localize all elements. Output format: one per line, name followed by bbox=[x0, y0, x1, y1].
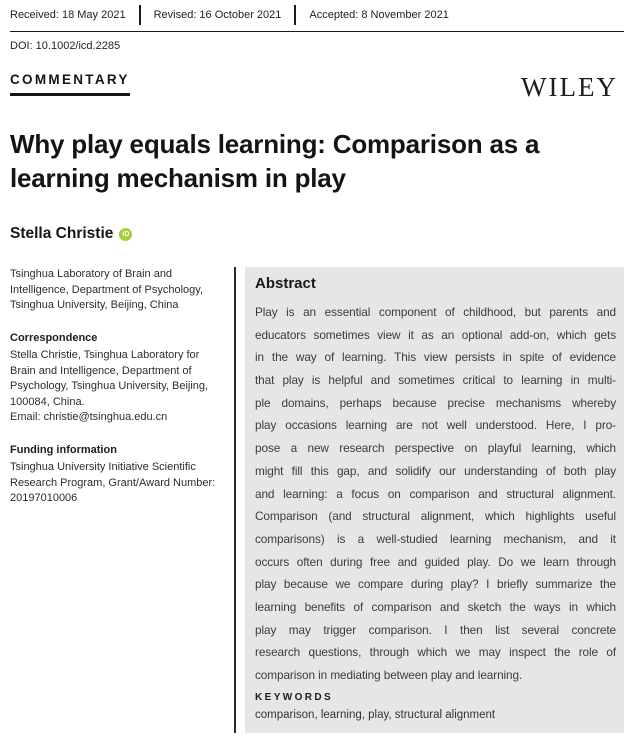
article-type-label: COMMENTARY bbox=[10, 72, 130, 96]
content-columns bbox=[10, 267, 624, 733]
abstract-text-line: play may trigger comparison. I then list several concrete bbox=[255, 622, 616, 637]
abstract-text-line: educators sometimes view it as an optional add-on, which gets bbox=[255, 327, 616, 342]
correspondence-email: Email: christie@tsinghua.edu.cn bbox=[10, 411, 168, 423]
abstract-text-line: research questions, through which we may inspect the role of bbox=[255, 645, 616, 660]
abstract-text-line: ple domains, perhaps because precise mechanisms whereby bbox=[255, 395, 616, 410]
abstract-text-line: comparison in mediating between play and learning. bbox=[255, 668, 523, 682]
abstract-text-line: pose a new research perspective on playful learning, which bbox=[255, 441, 616, 456]
correspondence-text: Stella Christie, Tsinghua Laboratory for Brain and Intelligence, Department of Psychology, Tsinghua University, Beijing, 100084, China. bbox=[10, 349, 209, 408]
abstract-text-line: Comparison (and structural alignment, which highlights useful bbox=[255, 509, 616, 524]
revised-date: Revised: 16 October 2021 bbox=[153, 9, 282, 21]
abstract-body bbox=[255, 301, 616, 687]
funding-heading: Funding information bbox=[10, 443, 117, 456]
abstract-text-line: comparisons) is a well-studied learning mechanism, and it bbox=[255, 531, 616, 546]
orcid-icon[interactable]: iD bbox=[119, 228, 132, 241]
abstract-box bbox=[245, 267, 624, 733]
abstract-text-line: might fill this gap, and solidify our understanding of both play bbox=[255, 463, 616, 478]
article-type-row bbox=[10, 72, 624, 101]
author-info-column bbox=[10, 267, 234, 733]
wiley-logo: WILEY bbox=[521, 72, 618, 102]
abstract-text-line: occurs often during free and guided play. Do we learn through bbox=[255, 554, 616, 569]
author-name: Stella Christie bbox=[10, 225, 114, 242]
page-title: Why play equals learning: Comparison as a learning mechanism in play bbox=[10, 129, 540, 193]
author-row bbox=[10, 225, 624, 243]
column-divider-rule bbox=[234, 267, 236, 733]
funding-text: Tsinghua University Initiative Scientific Research Program, Grant/Award Number: 20197010006 bbox=[10, 461, 216, 504]
doi-text: DOI: 10.1002/icd.2285 bbox=[10, 40, 121, 52]
affiliation-text: Tsinghua Laboratory of Brain and Intelligence, Department of Psychology, Tsinghua University, Beijing, China bbox=[10, 268, 204, 311]
abstract-text-line: Play is an essential component of childhood, but parents and bbox=[255, 305, 616, 319]
abstract-text-line: play because we compare during play? I briefly summarize the bbox=[255, 577, 616, 592]
abstract-heading: Abstract bbox=[255, 275, 316, 292]
abstract-text-line: in the way of learning. This view persists in spite of evidence bbox=[255, 350, 616, 365]
dates-bar bbox=[10, 0, 624, 32]
keywords-block bbox=[255, 692, 616, 721]
abstract-text-line: that play is helpful and sometimes critical to learning in multi- bbox=[255, 373, 616, 388]
abstract-text-line: learning benefits of comparison and sketch the ways in which bbox=[255, 599, 616, 614]
abstract-text-line: and learning: a focus on comparison and structural alignment. bbox=[255, 486, 616, 501]
received-date: Received: 18 May 2021 bbox=[10, 9, 126, 21]
abstract-text-line: play occasions learning are not well understood. Here, I pro- bbox=[255, 418, 616, 433]
keywords-heading: KEYWORDS bbox=[255, 692, 334, 703]
accepted-date: Accepted: 8 November 2021 bbox=[309, 9, 449, 21]
keywords-text: comparison, learning, play, structural alignment bbox=[255, 709, 496, 721]
correspondence-heading: Correspondence bbox=[10, 331, 98, 344]
